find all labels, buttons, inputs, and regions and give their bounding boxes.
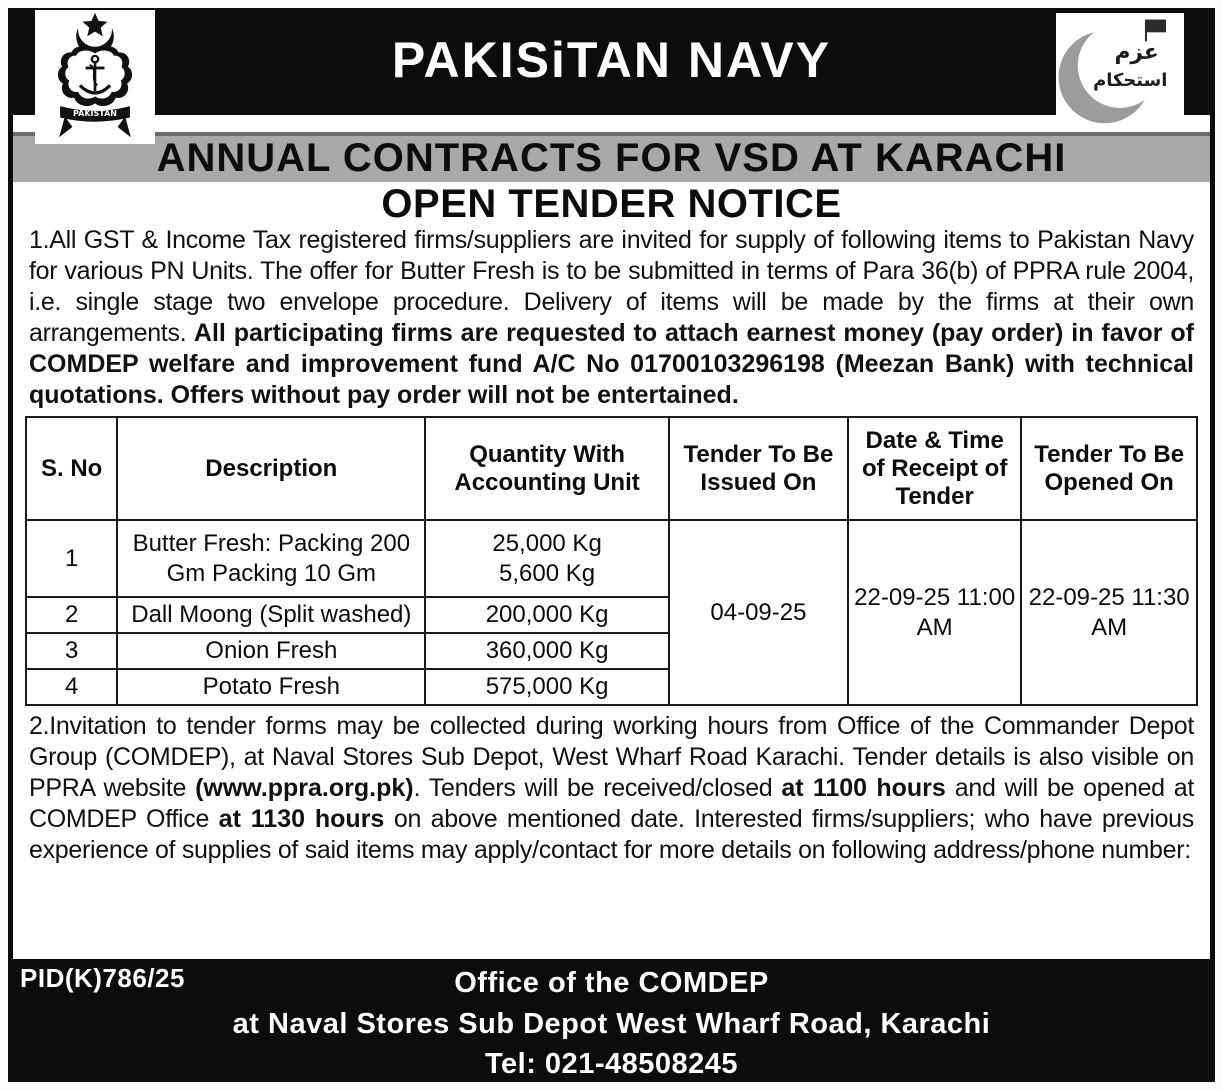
footer-phone-line: Tel: 021-48508245 <box>484 1048 739 1080</box>
paragraph-2-text: and will be opened at COMDEP Office <box>29 774 1194 833</box>
azm-text-line2: استحكام <box>1093 70 1168 92</box>
paragraph-2-text: . Tenders will be received/closed <box>413 774 782 802</box>
masthead-title: PAKISiTAN NAVY <box>391 32 832 88</box>
receipt-cell: 22-09-25 11:00 AM <box>848 520 1021 705</box>
col-header-sno: S. No <box>26 417 117 520</box>
sno-cell: 3 <box>26 633 117 669</box>
paragraph-1 <box>29 225 1194 411</box>
issued-on-cell: 04-09-25 <box>669 520 848 705</box>
opened-on-cell: 22-09-25 11:30 AM <box>1021 520 1197 705</box>
tender-table <box>25 416 1198 706</box>
quantity-line: 5,600 Kg <box>499 559 596 587</box>
pid-number: PID(K)786/25 <box>20 963 185 993</box>
crest-ribbon-text: PAKISTAN <box>73 109 117 119</box>
open-time-bold: at 1130 hours <box>218 805 385 833</box>
footer <box>8 959 1215 1082</box>
description-cell: Dall Moong (Split washed) <box>117 597 425 633</box>
table-header-row <box>26 417 1197 520</box>
col-header-receipt: Date & Time of Receipt of Tender <box>848 417 1021 520</box>
description-cell: Onion Fresh <box>117 633 425 669</box>
spacer <box>13 115 1210 132</box>
paragraph-2-text: 2.Invitation to tender forms may be collected during working hours from Office of the Commander Depot Group (COMDEP), at Naval Stores Sub Depot, West Wharf Road Karachi. Tender details is also visible on PPRA website <box>29 712 1194 802</box>
sno-cell: 4 <box>26 669 117 705</box>
description-cell: Potato Fresh <box>117 669 425 705</box>
pakistan-navy-crest-icon <box>41 10 149 144</box>
paragraph-2-text: on above mentioned date. Interested firms/suppliers; who have previous experience of supplies of said items may apply/contact for more details on following address/phone number: <box>29 805 1194 864</box>
col-header-quantity: Quantity With Accounting Unit <box>425 417 669 520</box>
azm-text-line1: عزم <box>1114 40 1159 66</box>
azm-emblem-box <box>1056 13 1184 131</box>
paragraph-2 <box>29 711 1194 866</box>
receive-time-bold: at 1100 hours <box>781 774 946 802</box>
ppra-website-bold: (www.ppra.org.pk) <box>195 774 414 802</box>
footer-address-line: at Naval Stores Sub Depot West Wharf Road, Karachi <box>232 1008 991 1040</box>
sno-cell: 1 <box>26 520 117 597</box>
col-header-issued-on: Tender To Be Issued On <box>669 417 848 520</box>
notice-title: OPEN TENDER NOTICE <box>381 182 842 226</box>
azm-e-istehkam-emblem-icon <box>1056 40 1184 131</box>
paragraph-1-text: 1.All GST & Income Tax registered firms/suppliers are invited for supply of following items to Pakistan Navy for various PN Units. The offer for Butter Fresh is to be submitted in terms of Para 36(b) of PPRA rule 2004, i.e. single stage two envelope procedure. Delivery of items will be made by the firms at their own arrangements. <box>29 226 1194 347</box>
sno-cell: 2 <box>26 597 117 633</box>
masthead <box>13 8 1210 119</box>
col-header-opened-on: Tender To Be Opened On <box>1021 417 1197 520</box>
quantity-cell: 575,000 Kg <box>425 669 669 705</box>
quantity-cell: 200,000 Kg <box>425 597 669 633</box>
table-row <box>26 520 1197 597</box>
col-header-description: Description <box>117 417 425 520</box>
tender-notice-ad <box>8 8 1215 1082</box>
footer-office-line: Office of the COMDEP <box>454 967 769 999</box>
quantity-line: 25,000 Kg <box>492 529 602 557</box>
quantity-cell: 360,000 Kg <box>425 633 669 669</box>
quantity-cell <box>425 520 669 597</box>
navy-crest-box <box>35 10 155 144</box>
paragraph-1-bold: All participating firms are requested to attach earnest money (pay order) in favor of COMDEP welfare and improvement fund A/C No 01700103296198 (Meezan Bank) with technical quotations. Offers without pay order will not be entertained. <box>29 319 1194 409</box>
description-cell: Butter Fresh: Packing 200 Gm Packing 10 Gm <box>117 520 425 597</box>
banner-title: ANNUAL CONTRACTS FOR VSD AT KARACHI <box>13 132 1210 182</box>
